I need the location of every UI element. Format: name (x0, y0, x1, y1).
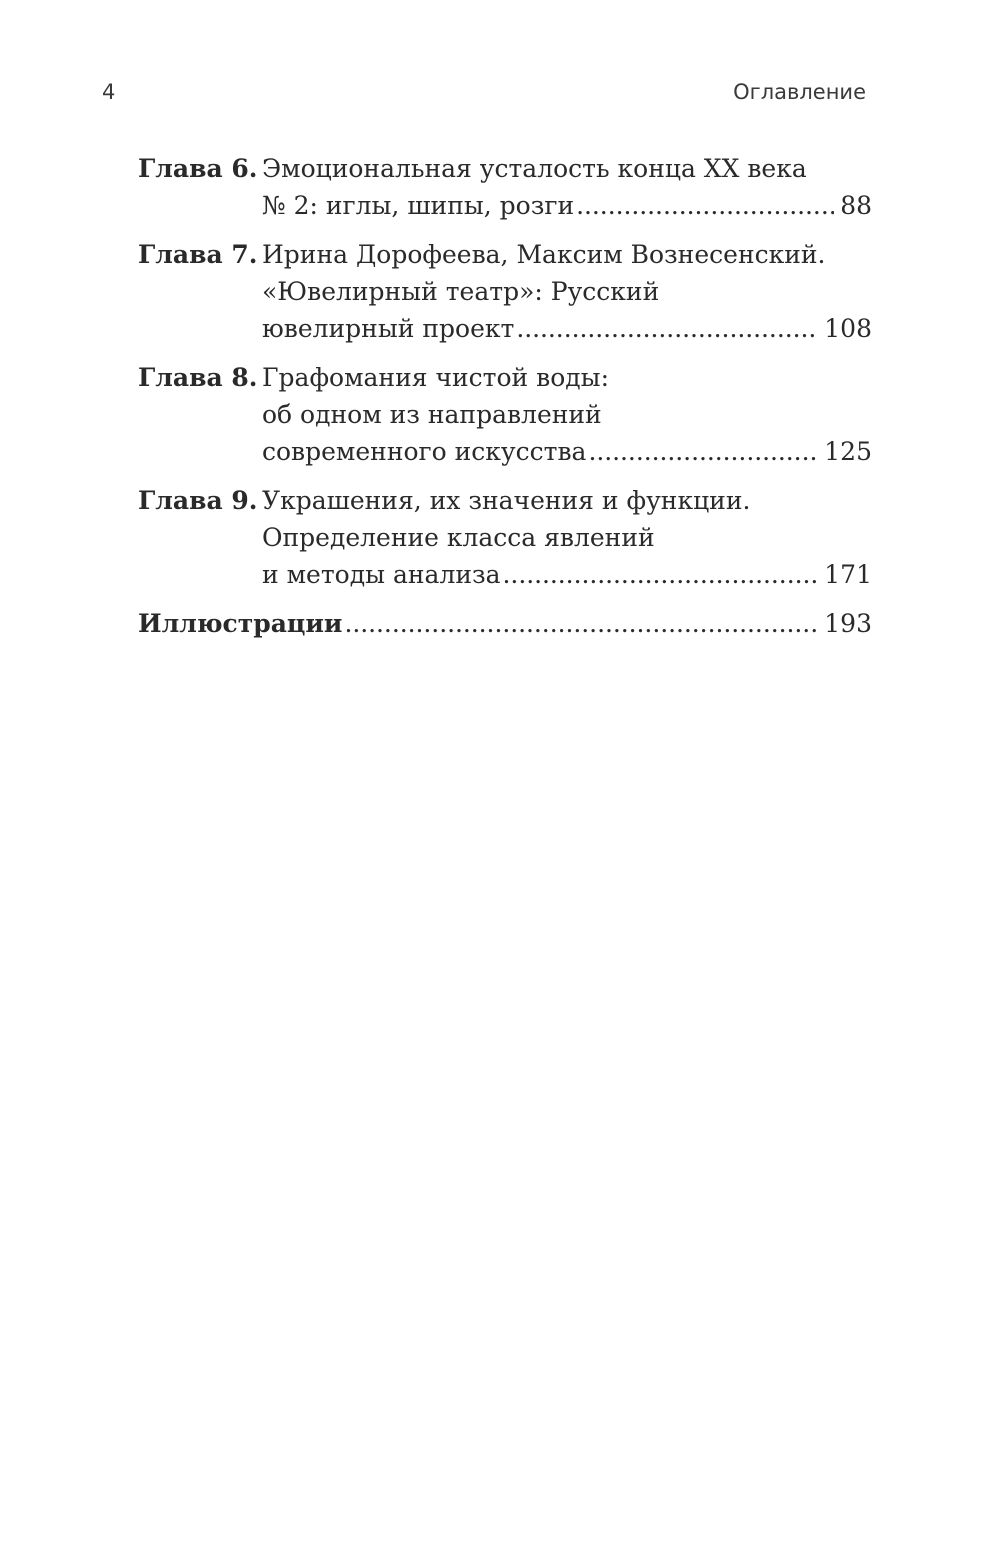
chapter-title-last-line (262, 556, 872, 593)
chapter-title-line: Графомания чистой воды: (262, 363, 609, 392)
chapter-title-line: ювелирный проект (262, 314, 515, 343)
chapter-title (262, 482, 872, 593)
toc-entry-chapter-7[interactable] (138, 236, 872, 347)
chapter-title-last-line (262, 310, 872, 347)
dot-leader (344, 605, 818, 642)
chapter-title-line: об одном из направлений (262, 400, 602, 429)
illustrations-line (138, 605, 872, 642)
chapter-title (262, 150, 872, 224)
page-number: 4 (102, 80, 116, 104)
dot-leader (516, 310, 818, 347)
chapter-title-line: Определение класса явлений (262, 523, 655, 552)
chapter-title-line: Эмоциональная усталость конца XX века (262, 154, 807, 183)
running-head (102, 80, 866, 114)
dot-leader (503, 556, 819, 593)
illustrations-title (138, 605, 872, 642)
chapter-label: Глава 7. (138, 240, 258, 269)
page-reference: 108 (824, 314, 872, 343)
chapter-title-line: и методы анализа (262, 560, 501, 589)
page-reference: 193 (824, 609, 872, 638)
chapter-title-line: № 2: иглы, шипы, розги (262, 191, 575, 220)
dot-leader (588, 433, 818, 470)
toc-entry-illustrations[interactable] (138, 605, 872, 642)
chapter-title-last-line (262, 433, 872, 470)
table-of-contents (138, 150, 872, 654)
page-reference: 88 (840, 191, 872, 220)
illustrations-label: Иллюстрации (138, 609, 343, 638)
chapter-title-line: Украшения, их значения и функции. (262, 486, 751, 515)
chapter-title-line: Ирина Дорофеева, Максим Вознесенский. (262, 240, 826, 269)
chapter-title (262, 236, 872, 347)
toc-entry-chapter-6[interactable] (138, 150, 872, 224)
toc-entry-chapter-9[interactable] (138, 482, 872, 593)
chapter-title-line: «Ювелирный театр»: Русский (262, 277, 660, 306)
page-reference: 125 (824, 437, 872, 466)
chapter-label: Глава 8. (138, 363, 258, 392)
dot-leader (576, 187, 834, 224)
section-title: Оглавление (733, 80, 866, 104)
chapter-title-last-line (262, 187, 872, 224)
chapter-label: Глава 9. (138, 486, 258, 515)
chapter-label: Глава 6. (138, 154, 258, 183)
toc-entry-chapter-8[interactable] (138, 359, 872, 470)
chapter-title-line: современного искусства (262, 437, 587, 466)
page-reference: 171 (824, 560, 872, 589)
chapter-title (262, 359, 872, 470)
